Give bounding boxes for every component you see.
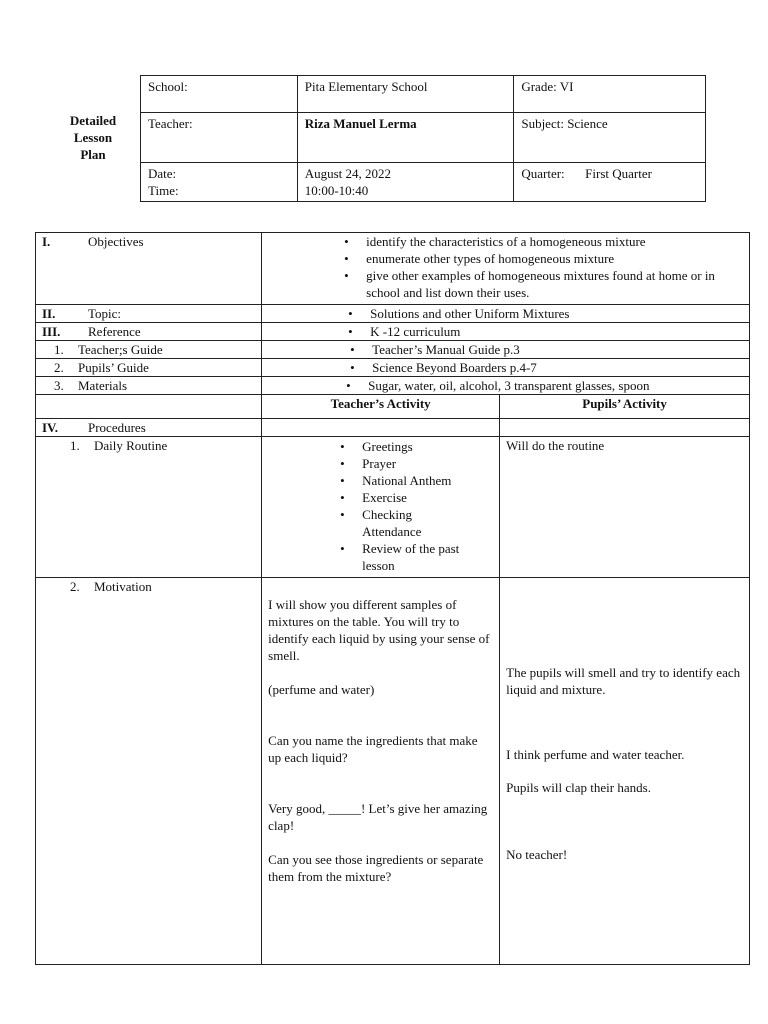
objectives-label: Objectives: [88, 234, 144, 249]
teachers-guide-row: [36, 341, 750, 359]
time-value: 10:00-10:40: [304, 183, 369, 198]
teacher-activity-header: Teacher’s Activity: [262, 395, 500, 419]
ref-label: Materials: [78, 378, 128, 393]
ref-value: • Teacher’s Manual Guide p.3: [372, 341, 743, 358]
teacher-label: Teacher:: [141, 113, 298, 163]
routine-pupils: Will do the routine: [500, 437, 750, 578]
reference-row: [36, 323, 750, 341]
routine-item: • Checking Attendance: [362, 506, 452, 540]
school-value: Pita Elementary School: [297, 76, 514, 113]
ref-num: 3.: [54, 378, 64, 393]
ref-label: Pupils’ Guide: [78, 360, 149, 375]
ref-value: • Sugar, water, oil, alcohol, 3 transparent glasses, spoon: [368, 377, 743, 394]
date-label: Date:: [148, 166, 177, 181]
title-line-3: Plan: [80, 147, 106, 162]
quarter-label: Quarter:: [521, 166, 565, 181]
ref-num: 1.: [54, 342, 64, 357]
routine-item: • Exercise: [362, 489, 493, 506]
objectives-row: [36, 233, 750, 305]
objectives-num: I.: [42, 234, 51, 249]
motivation-pupils-line: Pupils will clap their hands.: [506, 780, 651, 795]
ref-label: Teacher;s Guide: [78, 342, 163, 357]
info-table: [140, 75, 706, 202]
motivation-pupils-line: No teacher!: [506, 847, 568, 862]
procedures-num: IV.: [42, 420, 59, 435]
title-line-2: Lesson: [73, 130, 113, 145]
routine-num: 1.: [70, 438, 80, 453]
motivation-teacher-line: Can you name the ingredients that make up each liquid?: [268, 733, 478, 765]
topic-num: II.: [42, 306, 56, 321]
routine-label: Daily Routine: [94, 438, 168, 453]
subject-cell: Subject: Science: [514, 113, 706, 163]
motivation-num: 2.: [70, 579, 80, 594]
date-time-values: [297, 163, 514, 202]
topic-value: • Solutions and other Uniform Mixtures: [370, 305, 743, 322]
routine-item: • Review of the past lesson: [362, 540, 492, 574]
objective-item: • give other examples of homogeneous mixtures found at home or in school and list down their uses.: [366, 267, 716, 301]
procedures-row: [36, 419, 750, 437]
reference-label: Reference: [88, 324, 141, 339]
pupils-activity-header: Pupils’ Activity: [500, 395, 750, 419]
daily-routine-row: [36, 437, 750, 578]
routine-item: • Greetings: [362, 438, 493, 455]
time-label: Time:: [148, 183, 179, 198]
motivation-teacher-line: I will show you different samples of mixtures on the table. You will try to identify each liquid by using your sense of smell.: [268, 597, 490, 663]
motivation-teacher-line: (perfume and water): [268, 682, 375, 697]
ref-num: 2.: [54, 360, 64, 375]
routine-item: • Prayer: [362, 455, 493, 472]
objectives-list: [268, 233, 743, 301]
quarter-value: First Quarter: [585, 166, 652, 181]
title-line-1: Detailed: [69, 113, 117, 128]
motivation-pupils-cell: [500, 578, 750, 965]
reference-value: • K -12 curriculum: [370, 323, 743, 340]
objective-item: • enumerate other types of homogeneous mixture: [366, 250, 743, 267]
motivation-label: Motivation: [94, 579, 152, 594]
date-time-labels: [141, 163, 298, 202]
reference-num: III.: [42, 324, 61, 339]
lesson-plan-table: [35, 232, 750, 965]
materials-row: [36, 377, 750, 395]
school-label: School:: [141, 76, 298, 113]
pupils-guide-row: [36, 359, 750, 377]
routine-list: [268, 437, 493, 574]
grade-cell: Grade: VI: [514, 76, 706, 113]
objectives-list-cell: [262, 233, 750, 305]
objective-item: • identify the characteristics of a homogeneous mixture: [366, 233, 743, 250]
topic-label: Topic:: [88, 306, 122, 321]
routine-item: • National Anthem: [362, 472, 493, 489]
motivation-row: [36, 578, 750, 965]
date-value: August 24, 2022: [304, 166, 392, 181]
teacher-value: Riza Manuel Lerma: [297, 113, 514, 163]
procedures-label: Procedures: [88, 420, 146, 435]
motivation-pupils-line: I think perfume and water teacher.: [506, 747, 685, 762]
ref-value: • Science Beyond Boarders p.4-7: [372, 359, 743, 376]
topic-row: [36, 305, 750, 323]
activity-header-row: [36, 395, 750, 419]
motivation-teacher-line: Can you see those ingredients or separate them from the mixture?: [268, 852, 484, 884]
motivation-teacher-line: Very good, _____! Let’s give her amazing clap!: [268, 801, 488, 833]
quarter-cell: [514, 163, 706, 202]
lesson-plan-title: [60, 112, 126, 163]
motivation-pupils-line: The pupils will smell and try to identify each liquid and mixture.: [506, 665, 741, 697]
motivation-teacher-cell: [262, 578, 500, 965]
